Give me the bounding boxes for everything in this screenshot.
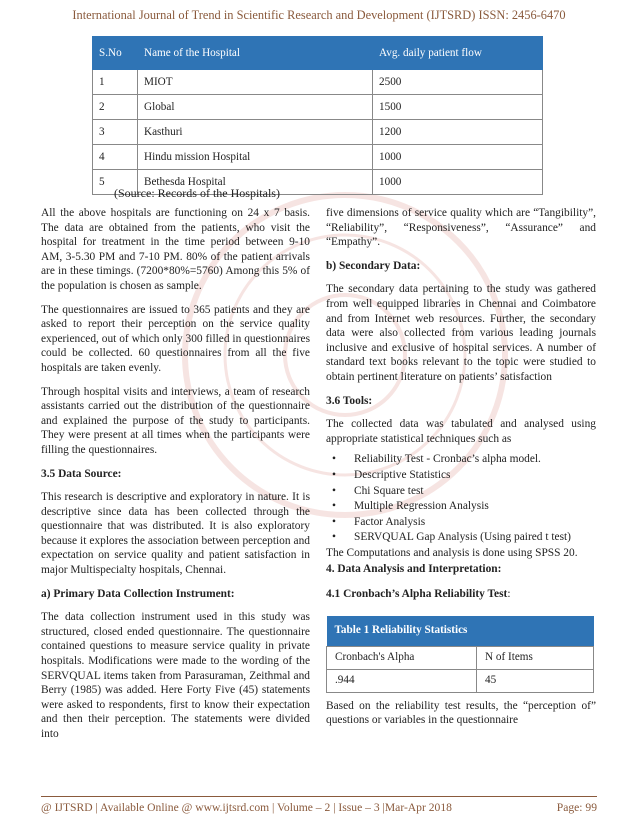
list-item: • Factor Analysis: [342, 515, 596, 530]
table-cell: 3: [93, 120, 138, 145]
section-heading: b) Secondary Data:: [326, 259, 421, 272]
paragraph: The questionnaires are issued to 365 patients and they are asked to report their perception on the service quality experienced, out of which only 300 filled in questionnaires could be collected. 60 questionnaires from all the five hospitals are taken evenly.: [41, 303, 310, 374]
table-cell: 2500: [373, 70, 543, 95]
table-cell: 4: [93, 145, 138, 170]
paragraph: The data collection instrument used in this study was structured, closed ended questionnaire. The questionnaire contained questions to measure service quality in private hospitals. Modifications were made to the wording of the SERVQUAL items taken from Parasuraman, Zeithmal and Berry (1985) was added. Here Forty Five (45) statements were asked to respondents, first to know their expectation and then their perception. The statements were divided into: [41, 611, 310, 740]
table-cell: Hindu mission Hospital: [138, 145, 373, 170]
col-header: Name of the Hospital: [138, 37, 373, 70]
table-cell: 1: [93, 70, 138, 95]
table-row: [93, 70, 543, 95]
table-cell: .944: [327, 669, 477, 692]
table-title: Table 1 Reliability Statistics: [327, 616, 594, 647]
reliability-table: [326, 616, 594, 693]
table-cell: Cronbach's Alpha: [327, 646, 477, 669]
table-cell: Kasthuri: [138, 120, 373, 145]
subsection-heading: [326, 587, 596, 602]
page-footer: [41, 796, 597, 814]
hospital-table: [92, 36, 543, 195]
paragraph: The Computations and analysis is done using SPSS 20.: [326, 546, 578, 559]
table-cell: 45: [477, 669, 594, 692]
table-cell: Bethesda Hospital: [138, 170, 373, 195]
table-cell: 5: [93, 170, 138, 195]
tools-list: [326, 452, 596, 545]
table-cell: 1500: [373, 95, 543, 120]
table-row: [327, 646, 594, 669]
heading-colon: :: [507, 588, 511, 601]
table-source-caption: (Source: Records of the Hospitals): [114, 186, 280, 200]
table-cell: 1000: [373, 170, 543, 195]
table-cell: MIOT: [138, 70, 373, 95]
paragraph: Based on the reliability test results, the “perception of” questions or variables in the questionnaire: [326, 699, 596, 727]
list-item: • Reliability Test - Cronbac’s alpha model.: [342, 452, 596, 467]
col-header: Avg. daily patient flow: [373, 37, 543, 70]
table-row: [327, 669, 594, 692]
list-item: • Chi Square test: [342, 484, 596, 499]
table-cell: 1000: [373, 145, 543, 170]
section-heading: a) Primary Data Collection Instrument:: [41, 587, 235, 600]
table-row: [93, 120, 543, 145]
paragraph: This research is descriptive and exploratory in nature. It is descriptive since data has been collected through the questionnaire that was distributed. It is also exploratory because it explores the association between perception and expectation on service quality and patient satisfaction in major Multispecialty hospitals, Chennai.: [41, 491, 310, 577]
paragraph: five dimensions of service quality which are “Tangibility”, “Reliability”, “Responsiveness”, “Assurance” and “Empathy”.: [326, 207, 596, 249]
table-cell: 2: [93, 95, 138, 120]
paragraph: All the above hospitals are functioning on 24 x 7 basis. The data are obtained from the patients, who visit the hospital for treatment in the time period between 9-10 AM, 3-5.30 PM and 7-10 PM. 80% of the patient arrivals are in these timings. (7200*80%=5760) Among this 5% of the population is chosen as sample.: [41, 207, 310, 292]
footer-text: @ IJTSRD | Available Online @ www.ijtsrd.com | Volume – 2 | Issue – 3 |Mar-Apr 2018: [41, 801, 452, 814]
paragraph: Through hospital visits and interviews, a team of research assistants carried out the distribution of the questionnaire and explained the purpose of the study to participants. They were present at all times when the participants were filling the questionnaires.: [41, 385, 310, 456]
list-item: • Multiple Regression Analysis: [342, 499, 596, 514]
table-header-row: [93, 37, 543, 70]
paragraph: The secondary data pertaining to the study was gathered from well equipped libraries in Chennai and Coimbatore and from Internet web resources. Further, the secondary data were also collected from various leading journals inclusive and exclusive of hospital services. A number of standard text books relevant to the topic were studied to obtain pertinent literature on patients’ satisfaction: [326, 283, 596, 383]
list-item: • Descriptive Statistics: [342, 468, 596, 483]
table-cell: 1200: [373, 120, 543, 145]
table-row: [93, 145, 543, 170]
section-heading: 4. Data Analysis and Interpretation:: [326, 563, 502, 576]
left-column: [41, 206, 310, 751]
section-heading: 3.6 Tools:: [326, 394, 373, 407]
footer-rule: [41, 796, 597, 797]
list-item: • SERVQUAL Gap Analysis (Using paired t test): [342, 530, 596, 545]
table-cell: N of Items: [477, 646, 594, 669]
page-number: Page: 99: [556, 801, 597, 814]
heading-text: 4.1 Cronbach’s Alpha Reliability Test: [326, 588, 508, 601]
right-column: [326, 206, 596, 737]
col-header: S.No: [93, 37, 138, 70]
journal-header: International Journal of Trend in Scientific Research and Development (IJTSRD) ISSN: 2456-6470: [72, 8, 566, 22]
paragraph: The collected data was tabulated and analysed using appropriate statistical techniques such as: [326, 418, 596, 445]
table-row: [93, 95, 543, 120]
table-cell: Global: [138, 95, 373, 120]
section-heading: 3.5 Data Source:: [41, 467, 122, 480]
